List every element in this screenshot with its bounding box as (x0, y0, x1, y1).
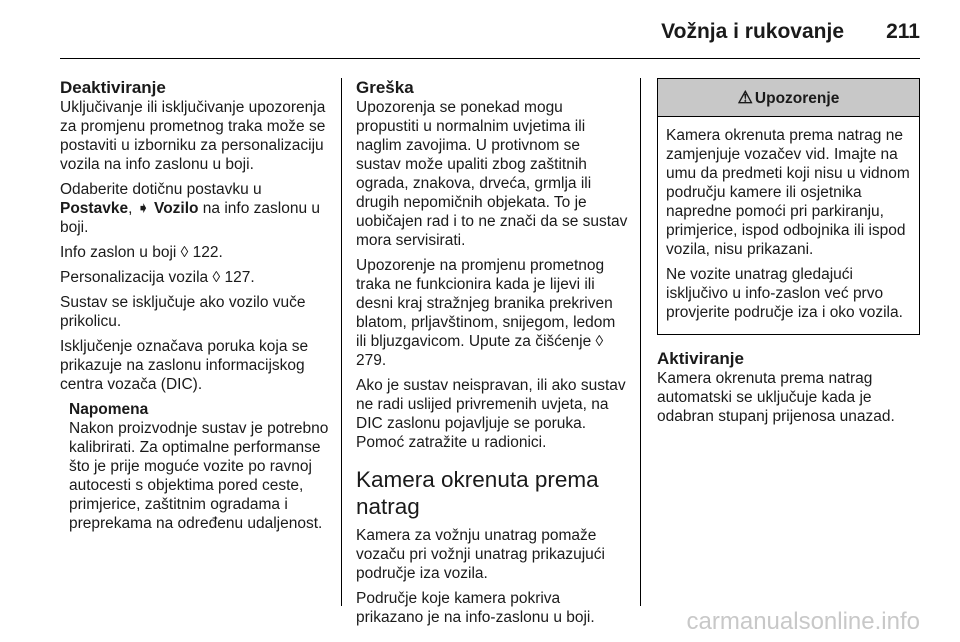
paragraph: Kamera okrenuta prema natrag automatski se uključuje kada je odabran stupanj prijenosa unazad. (657, 370, 895, 425)
page-number: 211 (886, 20, 920, 43)
activation-section (657, 349, 920, 426)
heading-rear-camera: Kamera okrenuta prema natrag (356, 467, 599, 519)
text: , (128, 200, 137, 217)
watermark: carmanualsonline.info (686, 608, 920, 635)
paragraph: Područje koje kamera pokriva prikazano je na info-zaslonu u boji. (356, 590, 595, 626)
paragraph: Uključivanje ili isključivanje upozorenja za promjenu prometnog traka može se postaviti u izborniku za personalizaciju vozila na info zaslonu u boji. (60, 99, 326, 173)
warning-text: Ne vozite unatrag gledajući isključivo u info-zaslon već prvo provjerite područje iza i oko vozila. (666, 266, 903, 321)
menu-settings-label: Postavke (60, 200, 129, 217)
arrow-icon: ➧ (136, 200, 150, 217)
column-divider-1 (341, 78, 342, 606)
reference-link: Personalizacija vozila ◊ 127. (60, 269, 255, 286)
reference-link: Info zaslon u boji ◊ 122. (60, 244, 223, 261)
column-2 (356, 78, 628, 633)
text: na info zaslonu u boji. (60, 200, 321, 236)
warning-title: Upozorenje (754, 90, 840, 107)
warning-header (658, 79, 919, 117)
warning-body (658, 117, 919, 334)
note-block (69, 400, 332, 533)
warning-text: Kamera okrenuta prema natrag ne zamjenjuje vozačev vid. Imajte na umu da predmeti koji nisu u vidnom području kamere ili osjetnika napredne pomoći pri parkiranju, primjerice, ispod odbojnika ili ispod vozila, nisu prikazani. (666, 127, 910, 258)
heading-deactivate: Deaktiviranje (60, 78, 166, 97)
heading-activate: Aktiviranje (657, 349, 744, 368)
paragraph: Upozorenje na promjenu prometnog traka ne funkcionira kada je lijevi ili desni kraj stražnjeg branika prekriven blatom, prljavštinom, snijegom, ledom ili bljuzgavicom. Upute za čišćenje ◊ 279. (356, 257, 616, 369)
paragraph: Upozorenja se ponekad mogu propustiti u normalnim uvjetima ili naglim zavojima. U protivnom se sustav može upaliti zbog zaštitnih ograda, znakova, drveća, grmlja ili drugih nepomičnih objekata. To je uobičajen rad i to ne znači da se sustav mora servisirati. (356, 99, 628, 249)
column-1 (60, 78, 332, 533)
paragraph: Ako je sustav neispravan, ili ako sustav ne radi uslijed privremenih uvjeta, na DIC zaslonu pojavljuje se poruka. Pomoć zatražite u radionici. (356, 377, 626, 451)
note-title: Napomena (69, 401, 149, 418)
menu-vehicle-label: Vozilo (149, 200, 199, 217)
page-header (0, 0, 960, 58)
warning-box (657, 78, 920, 335)
warning-icon: ⚠ (737, 88, 753, 107)
header-divider (60, 58, 920, 59)
paragraph: Isključenje označava poruka koja se prikazuje na zaslonu informacijskog centra vozača (DIC). (60, 338, 309, 393)
heading-error: Greška (356, 78, 414, 97)
paragraph: Kamera za vožnju unatrag pomaže vozaču pri vožnji unatrag prikazujući područje iza vozila. (356, 527, 605, 582)
header-title: Vožnja i rukovanje (661, 20, 844, 43)
column-3 (657, 78, 920, 432)
paragraph-settings (60, 180, 332, 237)
note-text: Nakon proizvodnje sustav je potrebno kalibrirati. Za optimalne performanse što je prije moguće vozite po ravnoj autocesti s objektima pored ceste, primjerice, zaštitnim ogradama i preprekama na određenu udaljenost. (69, 420, 329, 532)
column-divider-2 (640, 78, 641, 606)
paragraph: Sustav se isključuje ako vozilo vuče prikolicu. (60, 294, 306, 330)
text: Odaberite dotičnu postavku u (60, 181, 262, 198)
